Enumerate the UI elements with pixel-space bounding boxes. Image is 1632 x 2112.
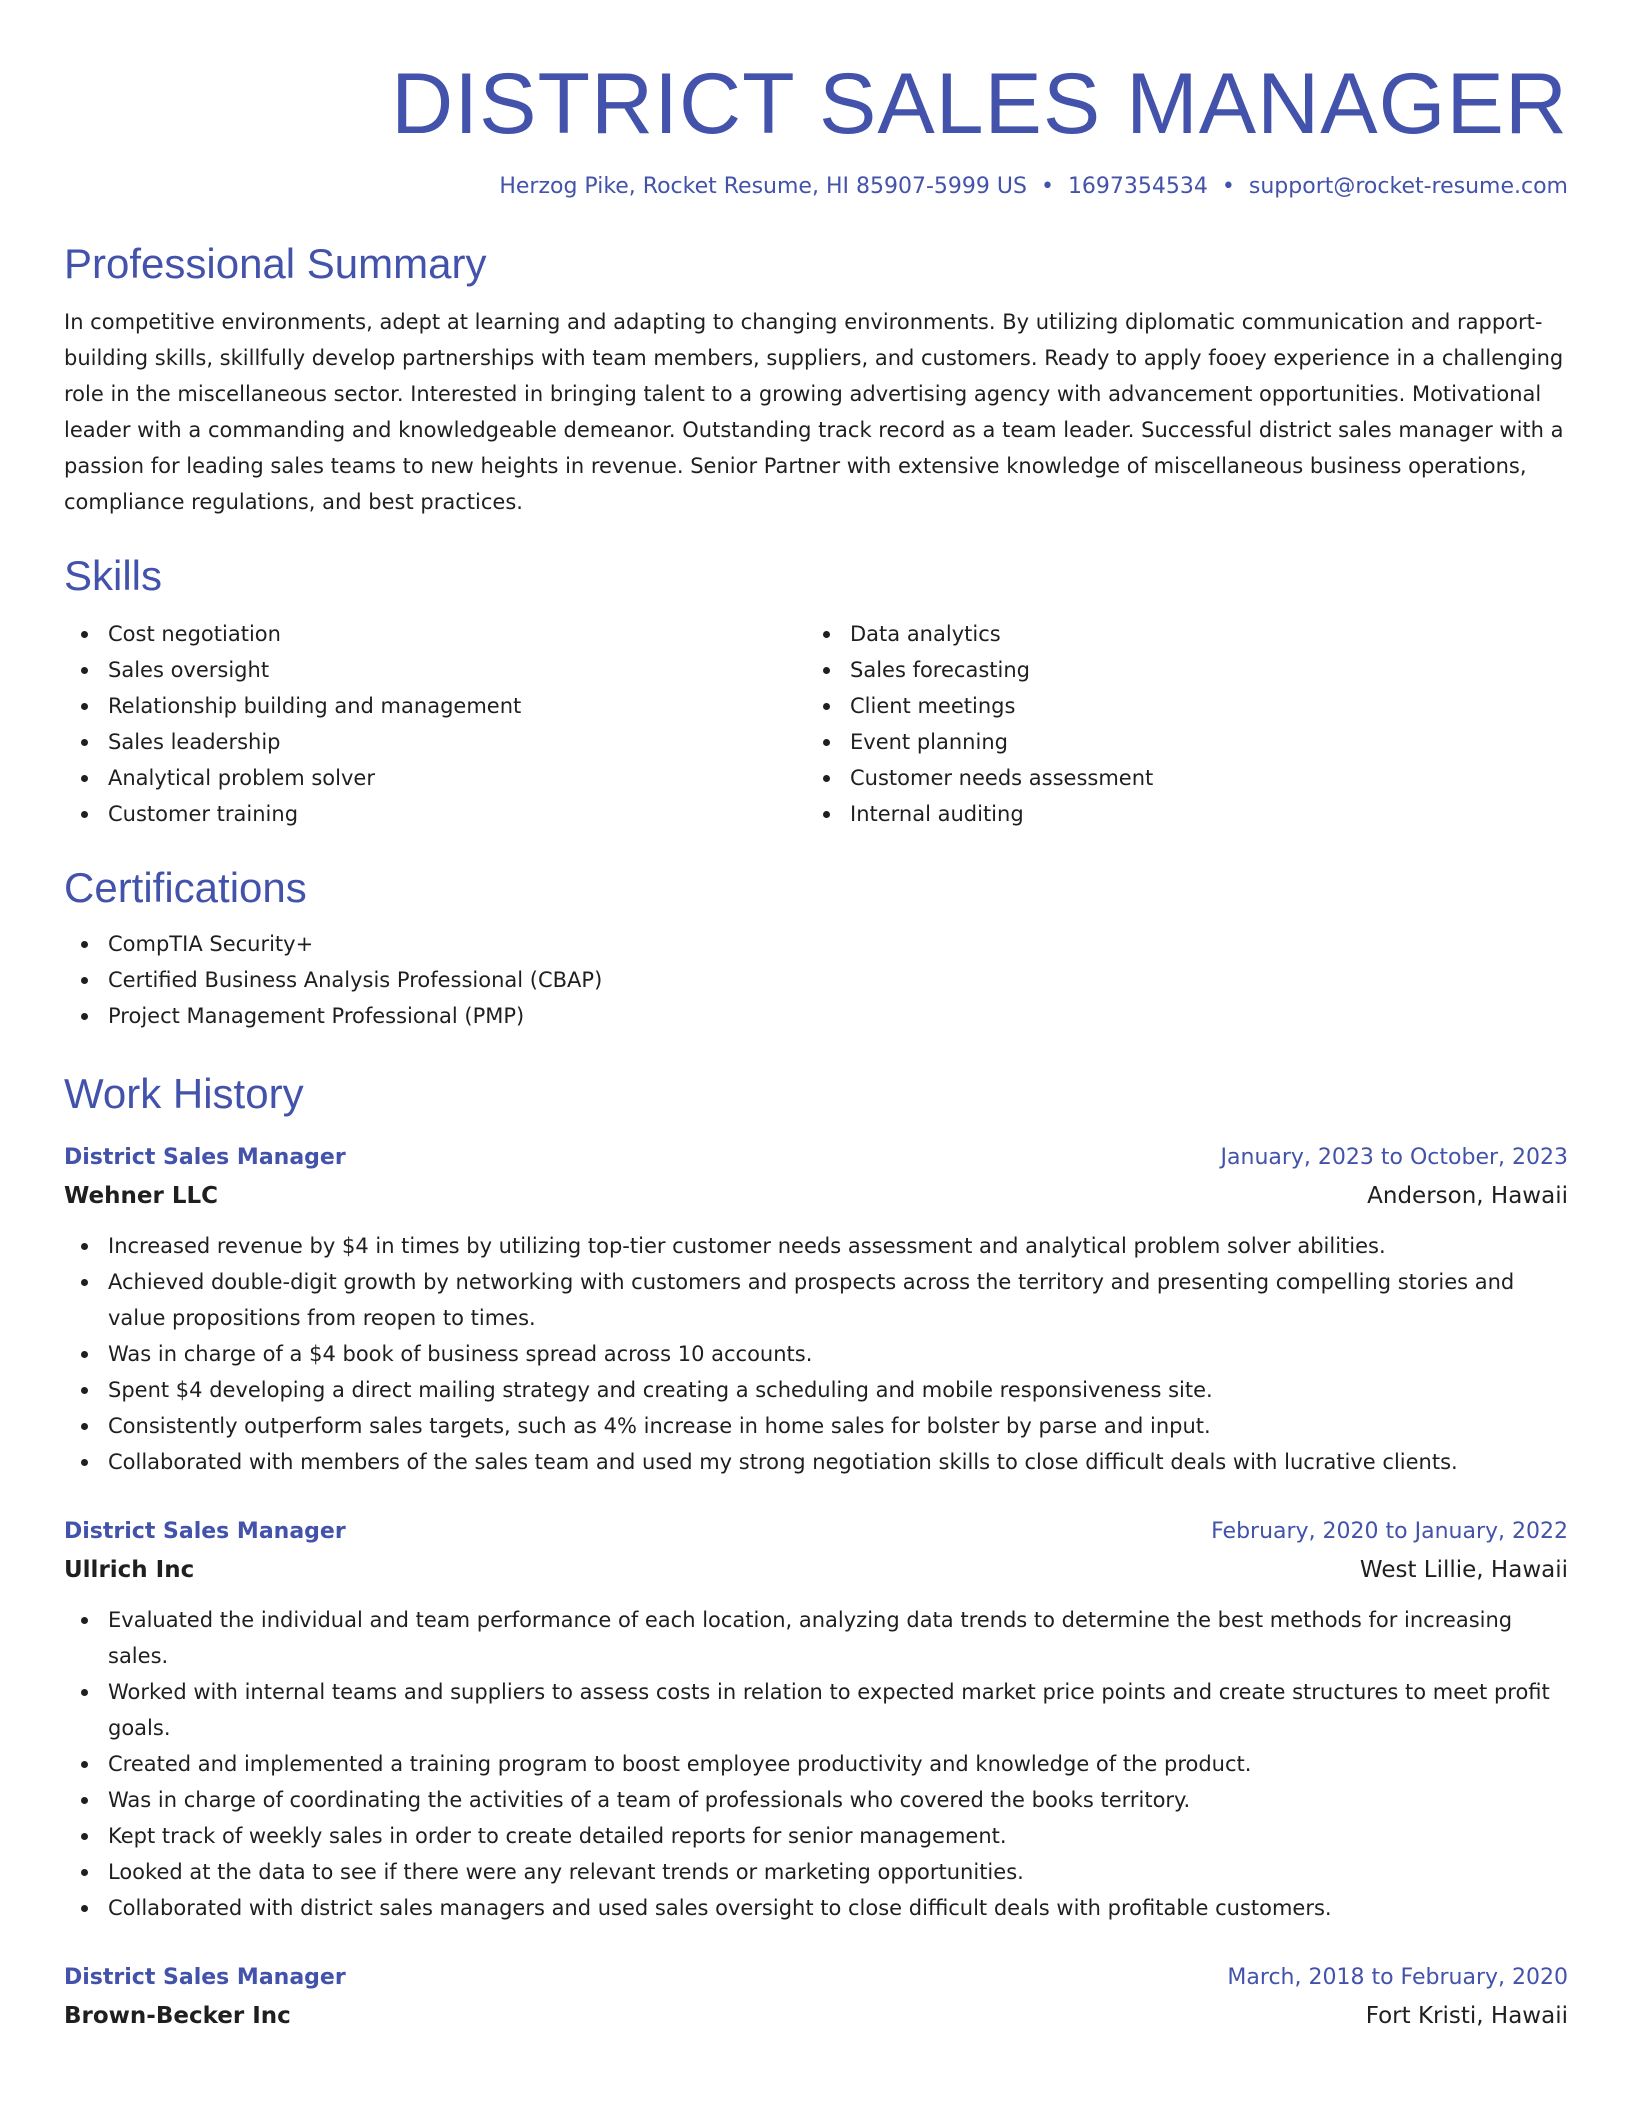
skill-item: Analytical problem solver [64,760,806,796]
contact-line [64,172,1568,202]
certification-item: Project Management Professional (PMP) [64,998,1568,1034]
job-title: District Sales Manager [64,1519,346,1544]
job-bullet: Spent $4 developing a direct mailing strategy and creating a scheduling and mobile responsiveness site. [64,1372,1568,1408]
job-company-row [64,1550,1568,1590]
job-bullets [64,1228,1568,1480]
job-title: District Sales Manager [64,1965,346,1990]
job-header-row [64,1960,1568,1996]
job-bullet: Collaborated with members of the sales team and used my strong negotiation skills to close difficult deals with lucrative clients. [64,1444,1568,1480]
job-company-row [64,1996,1568,2036]
skill-item: Client meetings [806,688,1548,724]
job-entry [64,1514,1568,1926]
certifications-list [64,926,1568,1034]
certifications-heading: Certifications [64,864,307,911]
summary-heading: Professional Summary [64,240,487,287]
job-bullet: Evaluated the individual and team performance of each location, analyzing data trends to determine the best methods for increasing sales. [64,1602,1568,1674]
job-bullet: Worked with internal teams and suppliers to assess costs in relation to expected market price points and create structures to meet profit goals. [64,1674,1568,1746]
job-dates: February, 2020 to January, 2022 [1211,1519,1568,1544]
certification-item: CompTIA Security+ [64,926,1568,962]
skill-item: Data analytics [806,616,1548,652]
skills-list-left [64,616,806,832]
job-location: West Lillie, Hawaii [1359,1557,1568,1583]
skill-item: Cost negotiation [64,616,806,652]
job-dates: January, 2023 to October, 2023 [1220,1145,1568,1170]
job-entry [64,1140,1568,1480]
contact-phone: 1697354534 [1067,174,1208,199]
work-history-heading: Work History [64,1070,304,1117]
job-location: Fort Kristi, Hawaii [1365,2003,1568,2029]
contact-separator: • [1040,174,1054,199]
job-bullets [64,1602,1568,1926]
skill-item: Internal auditing [806,796,1548,832]
skills-list-right [806,616,1548,832]
job-dates: March, 2018 to February, 2020 [1227,1965,1568,1990]
job-entry [64,1960,1568,2036]
skill-item: Customer needs assessment [806,760,1548,796]
job-bullet: Collaborated with district sales managers and used sales oversight to close difficult deals with profitable customers. [64,1890,1568,1926]
job-company: Ullrich Inc [64,1557,195,1583]
job-bullet: Looked at the data to see if there were any relevant trends or marketing opportunities. [64,1854,1568,1890]
skill-item: Customer training [64,796,806,832]
job-bullet: Created and implemented a training program to boost employee productivity and knowledge of the product. [64,1746,1568,1782]
resume-title: DISTRICT SALES MANAGER [391,56,1568,152]
job-location: Anderson, Hawaii [1367,1183,1568,1209]
job-bullet: Was in charge of coordinating the activities of a team of professionals who covered the books territory. [64,1782,1568,1818]
job-company: Wehner LLC [64,1183,219,1209]
contact-address: Herzog Pike, Rocket Resume, HI 85907-5999 US [499,174,1027,199]
contact-separator: • [1221,174,1235,199]
job-bullet: Achieved double-digit growth by networking with customers and prospects across the territory and presenting compelling stories and value propositions from reopen to times. [64,1264,1568,1336]
skill-item: Relationship building and management [64,688,806,724]
skill-item: Event planning [806,724,1548,760]
certification-item: Certified Business Analysis Professional (CBAP) [64,962,1568,998]
job-company-row [64,1176,1568,1216]
contact-email: support@rocket-resume.com [1248,174,1568,199]
job-bullet: Consistently outperform sales targets, such as 4% increase in home sales for bolster by parse and input. [64,1408,1568,1444]
skill-item: Sales oversight [64,652,806,688]
job-company: Brown-Becker Inc [64,2003,291,2029]
skill-item: Sales forecasting [806,652,1548,688]
job-header-row [64,1140,1568,1176]
job-header-row [64,1514,1568,1550]
job-bullet: Was in charge of a $4 book of business spread across 10 accounts. [64,1336,1568,1372]
job-bullet: Kept track of weekly sales in order to create detailed reports for senior management. [64,1818,1568,1854]
job-title: District Sales Manager [64,1145,346,1170]
skills-grid [64,616,1568,832]
skill-item: Sales leadership [64,724,806,760]
summary-text: In competitive environments, adept at learning and adapting to changing environments. By utilizing diplomatic communication and rapport-building skills, skillfully develop partnerships with team members, suppliers, and customers. Ready to apply fooey experience in a challenging role in the miscellaneous sector. Interested in bringing talent to a growing advertising agency with advancement opportunities. Motivational leader with a commanding and knowledgeable demeanor. Outstanding track record as a team leader. Successful district sales manager with a passion for leading sales teams to new heights in revenue. Senior Partner with extensive knowledge of miscellaneous business operations, compliance regulations, and best practices. [64,310,1564,514]
skills-heading: Skills [64,552,163,599]
job-bullet: Increased revenue by $4 in times by utilizing top-tier customer needs assessment and analytical problem solver abilities. [64,1228,1568,1264]
